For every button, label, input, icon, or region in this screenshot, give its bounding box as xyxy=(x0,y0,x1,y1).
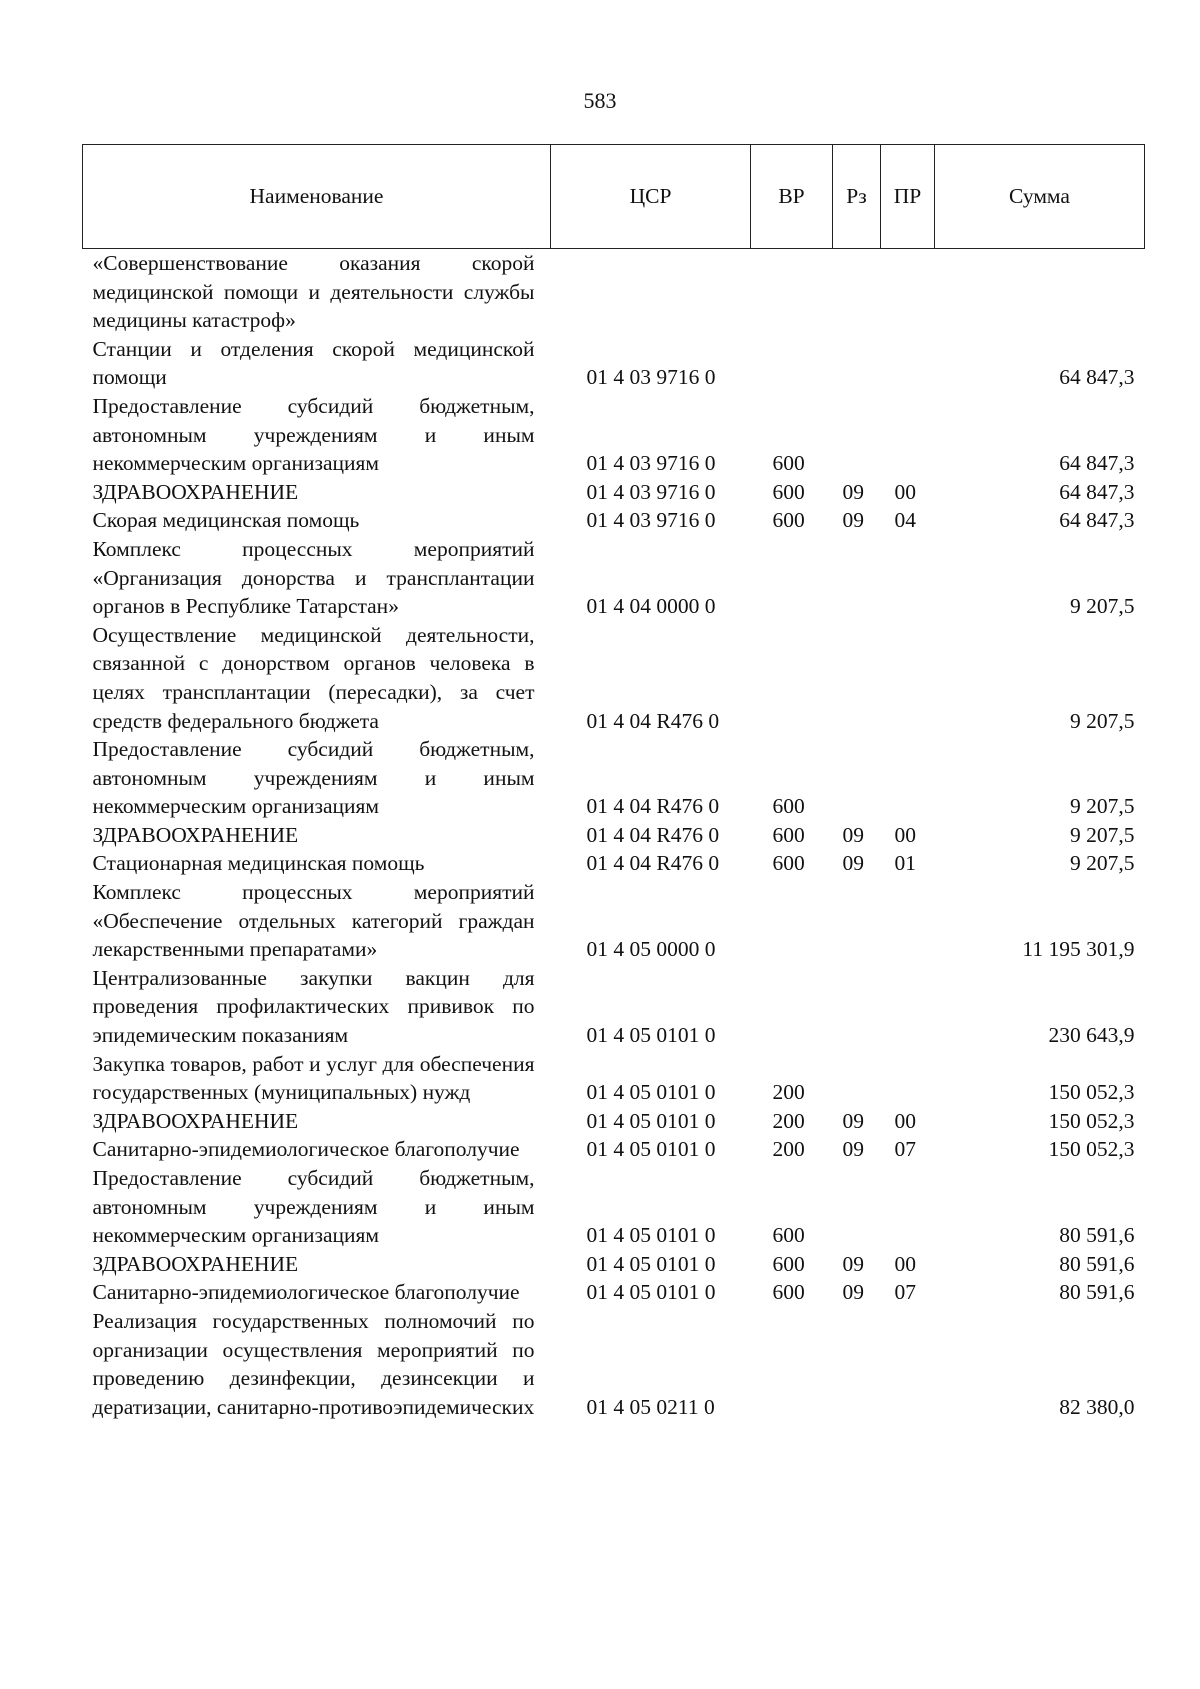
row-csr-code: 01 4 03 9716 0 xyxy=(586,451,716,476)
row-pr-code: 00 xyxy=(894,479,916,504)
row-rz-code xyxy=(833,535,881,621)
row-csr-code: 01 4 05 0101 0 xyxy=(586,1023,716,1048)
table-row xyxy=(83,392,1145,478)
table-row xyxy=(83,1250,1145,1279)
row-pr-code: 07 xyxy=(894,1280,916,1305)
row-rz-code xyxy=(833,735,881,821)
row-csr-code: 01 4 05 0101 0 xyxy=(586,1137,716,1162)
row-sum: 9 207,5 xyxy=(1070,708,1135,733)
row-name: Реализация государственных полномочий по организации осуществления мероприятий по проведению дезинфекции, дезинсекции и дератизации, санитарно-противоэпидемических xyxy=(92,1308,535,1419)
column-header-pr: ПР xyxy=(881,145,935,249)
row-csr-code: 01 4 04 R476 0 xyxy=(586,708,720,733)
row-name: ЗДРАВООХРАНЕНИЕ xyxy=(92,822,299,847)
table-body xyxy=(83,249,1145,1422)
row-csr-code: 01 4 04 R476 0 xyxy=(586,794,720,819)
row-csr-code: 01 4 05 0000 0 xyxy=(586,937,716,962)
column-header-vr: ВР xyxy=(751,145,833,249)
row-pr-code: 07 xyxy=(894,1137,916,1162)
row-vr-code xyxy=(751,535,833,621)
row-name: Предоставление субсидий бюджетным, автономным учреждениям и иным некоммерческим организациям xyxy=(92,393,535,476)
row-vr-code xyxy=(751,621,833,735)
row-pr-code xyxy=(881,621,935,735)
row-vr-code xyxy=(751,335,833,392)
row-rz-code: 09 xyxy=(842,1137,864,1162)
row-name: Стационарная медицинская помощь xyxy=(92,851,425,876)
table-row xyxy=(83,821,1145,850)
row-vr-code xyxy=(751,249,833,335)
row-rz-code xyxy=(833,621,881,735)
table-row xyxy=(83,735,1145,821)
column-header-csr: ЦСР xyxy=(551,145,751,249)
row-sum: 64 847,3 xyxy=(1059,451,1135,476)
row-name: Комплекс процессных мероприятий «Организация донорства и трансплантации органов в Республике Татарстан» xyxy=(92,536,535,619)
column-header-sum: Сумма xyxy=(935,145,1145,249)
row-pr-code: 01 xyxy=(894,851,916,876)
row-sum: 82 380,0 xyxy=(1059,1394,1135,1419)
row-csr-code: 01 4 04 0000 0 xyxy=(586,594,716,619)
row-sum: 150 052,3 xyxy=(1048,1108,1135,1133)
table-row xyxy=(83,621,1145,735)
row-vr-code: 600 xyxy=(772,1280,805,1305)
row-pr-code xyxy=(881,1164,935,1250)
row-name: Осуществление медицинской деятельности, связанной с донорством органов человека в целях трансплантации (пересадки), за счет средств федерального бюджета xyxy=(92,622,535,733)
row-rz-code xyxy=(833,335,881,392)
row-vr-code: 600 xyxy=(772,794,805,819)
row-rz-code xyxy=(833,964,881,1050)
row-sum: 64 847,3 xyxy=(1059,508,1135,533)
row-sum: 64 847,3 xyxy=(1059,479,1135,504)
row-pr-code xyxy=(881,964,935,1050)
row-csr-code xyxy=(551,249,751,335)
table-row xyxy=(83,1050,1145,1107)
row-vr-code: 600 xyxy=(772,451,805,476)
row-rz-code: 09 xyxy=(842,479,864,504)
row-pr-code xyxy=(881,1050,935,1107)
row-rz-code xyxy=(833,1050,881,1107)
row-name: Предоставление субсидий бюджетным, автономным учреждениям и иным некоммерческим организациям xyxy=(92,1166,535,1248)
row-rz-code: 09 xyxy=(842,1280,864,1305)
row-rz-code xyxy=(833,878,881,964)
row-vr-code: 600 xyxy=(772,1223,805,1248)
row-rz-code xyxy=(833,1307,881,1421)
column-header-rz: Рз xyxy=(833,145,881,249)
row-pr-code xyxy=(881,878,935,964)
row-vr-code: 600 xyxy=(772,822,805,847)
table-row xyxy=(83,1307,1145,1421)
row-sum xyxy=(935,249,1145,335)
row-csr-code: 01 4 04 R476 0 xyxy=(586,851,720,876)
row-vr-code: 200 xyxy=(772,1080,805,1105)
row-csr-code: 01 4 05 0101 0 xyxy=(586,1080,716,1105)
row-pr-code xyxy=(881,535,935,621)
row-csr-code: 01 4 04 R476 0 xyxy=(586,822,720,847)
row-rz-code: 09 xyxy=(842,822,864,847)
row-csr-code: 01 4 05 0101 0 xyxy=(586,1251,716,1276)
row-pr-code: 04 xyxy=(894,508,916,533)
row-name: Предоставление субсидий бюджетным, автономным учреждениям и иным некоммерческим организациям xyxy=(92,737,535,819)
row-sum: 80 591,6 xyxy=(1059,1223,1135,1248)
row-sum: 64 847,3 xyxy=(1059,365,1135,390)
row-vr-code: 600 xyxy=(772,479,805,504)
row-name: Станции и отделения скорой медицинской помощи xyxy=(92,336,535,390)
row-sum: 150 052,3 xyxy=(1048,1080,1135,1105)
row-rz-code xyxy=(833,392,881,478)
row-name: «Совершенствование оказания скорой медицинской помощи и деятельности службы медицины катастроф» xyxy=(92,251,535,333)
row-vr-code: 200 xyxy=(772,1108,805,1133)
table-row xyxy=(83,1164,1145,1250)
row-rz-code xyxy=(833,249,881,335)
row-pr-code: 00 xyxy=(894,822,916,847)
row-rz-code: 09 xyxy=(842,508,864,533)
row-pr-code: 00 xyxy=(894,1251,916,1276)
budget-table xyxy=(82,144,1145,1421)
row-csr-code: 01 4 05 0101 0 xyxy=(586,1280,716,1305)
row-name: Централизованные закупки вакцин для проведения профилактических прививок по эпидемическим показаниям xyxy=(92,965,535,1048)
row-name: Закупка товаров, работ и услуг для обеспечения государственных (муниципальных) нужд xyxy=(92,1051,535,1105)
row-name: Комплекс процессных мероприятий «Обеспечение отдельных категорий граждан лекарственными препаратами» xyxy=(92,880,535,962)
row-rz-code: 09 xyxy=(842,1108,864,1133)
row-pr-code xyxy=(881,735,935,821)
row-vr-code: 600 xyxy=(772,508,805,533)
table-row xyxy=(83,478,1145,507)
row-vr-code: 600 xyxy=(772,1251,805,1276)
row-csr-code: 01 4 03 9716 0 xyxy=(586,508,716,533)
row-sum: 9 207,5 xyxy=(1070,822,1135,847)
row-vr-code: 200 xyxy=(772,1137,805,1162)
table-row xyxy=(83,535,1145,621)
table-row xyxy=(83,1135,1145,1164)
row-csr-code: 01 4 05 0101 0 xyxy=(586,1223,716,1248)
table-row xyxy=(83,849,1145,878)
row-sum: 80 591,6 xyxy=(1059,1251,1135,1276)
row-pr-code xyxy=(881,1307,935,1421)
row-name: Санитарно-эпидемиологическое благополучие xyxy=(92,1280,520,1305)
row-csr-code: 01 4 03 9716 0 xyxy=(586,479,716,504)
row-name: ЗДРАВООХРАНЕНИЕ xyxy=(92,479,299,504)
row-sum: 9 207,5 xyxy=(1070,594,1135,619)
row-csr-code: 01 4 05 0211 0 xyxy=(586,1394,715,1419)
row-pr-code xyxy=(881,249,935,335)
table-row xyxy=(83,249,1145,335)
row-csr-code: 01 4 05 0101 0 xyxy=(586,1108,716,1133)
row-sum: 80 591,6 xyxy=(1059,1280,1135,1305)
table-header xyxy=(83,145,1145,249)
row-csr-code: 01 4 03 9716 0 xyxy=(586,365,716,390)
row-name: Санитарно-эпидемиологическое благополучие xyxy=(92,1137,520,1162)
row-rz-code: 09 xyxy=(842,1251,864,1276)
row-vr-code xyxy=(751,964,833,1050)
row-vr-code xyxy=(751,878,833,964)
row-vr-code xyxy=(751,1307,833,1421)
row-pr-code xyxy=(881,335,935,392)
row-rz-code xyxy=(833,1164,881,1250)
row-name: ЗДРАВООХРАНЕНИЕ xyxy=(92,1108,299,1133)
table-row xyxy=(83,878,1145,964)
row-pr-code: 00 xyxy=(894,1108,916,1133)
row-sum: 11 195 301,9 xyxy=(1022,937,1135,962)
row-sum: 9 207,5 xyxy=(1070,794,1135,819)
row-name: ЗДРАВООХРАНЕНИЕ xyxy=(92,1251,299,1276)
table-row xyxy=(83,964,1145,1050)
row-pr-code xyxy=(881,392,935,478)
table-row xyxy=(83,1278,1145,1307)
column-header-name: Наименование xyxy=(83,145,551,249)
row-rz-code: 09 xyxy=(842,851,864,876)
table-row xyxy=(83,506,1145,535)
row-sum: 9 207,5 xyxy=(1070,851,1135,876)
page-number: 583 xyxy=(583,88,617,113)
table-row xyxy=(83,1107,1145,1136)
row-sum: 230 643,9 xyxy=(1048,1023,1135,1048)
row-sum: 150 052,3 xyxy=(1048,1137,1135,1162)
table-row xyxy=(83,335,1145,392)
row-name: Скорая медицинская помощь xyxy=(92,508,360,533)
row-vr-code: 600 xyxy=(772,851,805,876)
